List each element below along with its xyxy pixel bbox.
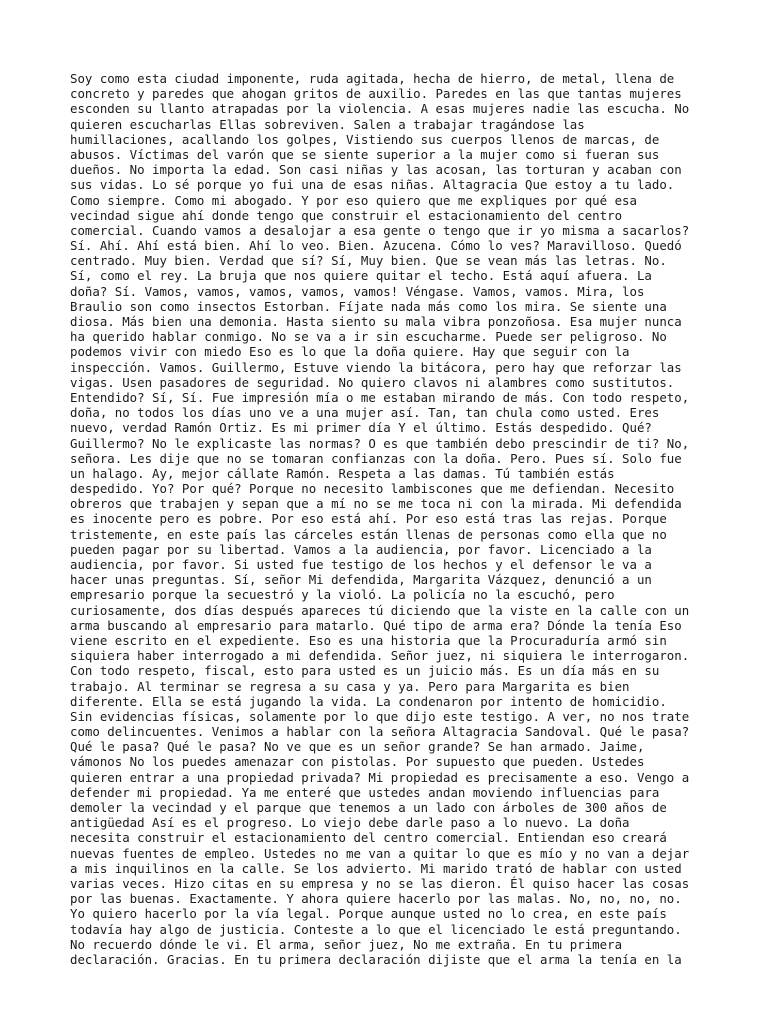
text-line: pueden pagar por su libertad. Vamos a la audiencia, por favor. Licenciado a la	[70, 541, 652, 557]
text-line: vámonos No los puedes amenazar con pistolas. Por supuesto que pueden. Ustedes	[70, 754, 645, 770]
text-line: curiosamente, dos días después apareces tú diciendo que la viste en la calle con un	[70, 602, 690, 618]
text-line: podemos vivir con miedo Eso es lo que la doña quiere. Hay que seguir con la	[70, 344, 630, 360]
text-line: antigüedad Así es el progreso. Lo viejo debe darle paso a lo nuevo. La doña	[70, 815, 630, 831]
text-line: declaración. Gracias. En tu primera declaración dijiste que el arma la tenía en la	[70, 951, 682, 967]
text-line: a mis inquilinos en la calle. Se los advierto. Mi marido trató de hablar con usted	[70, 860, 682, 876]
text-line: doña? Sí. Vamos, vamos, vamos, vamos, vamos! Véngase. Vamos, vamos. Mira, los	[70, 283, 645, 299]
body-text	[70, 71, 710, 967]
text-line: Como siempre. Como mi abogado. Y por eso quiero que me expliques por qué esa	[70, 192, 637, 208]
text-line: un halago. Ay, mejor cállate Ramón. Respeta a las damas. Tú también estás	[70, 465, 615, 481]
text-line: Sí. Ahí. Ahí está bien. Ahí lo veo. Bien. Azucena. Cómo lo ves? Maravilloso. Quedó	[70, 238, 682, 254]
text-line: varias veces. Hizo citas en su empresa y no se las dieron. Él quiso hacer las cosas	[70, 875, 690, 891]
text-line: quieren entrar a una propiedad privada? Mi propiedad es precisamente a eso. Vengo a	[70, 769, 690, 785]
text-line: Braulio son como insectos Estorban. Fíjate nada más como los mira. Se siente una	[70, 298, 667, 314]
text-line: sus vidas. Lo sé porque yo fui una de esas niñas. Altagracia Que estoy a tu lado.	[70, 177, 675, 193]
text-line: centrado. Muy bien. Verdad que sí? Sí, Muy bien. Que se vean más las letras. No.	[70, 253, 667, 269]
text-line: obreros que trabajen y sepan que a mí no se me toca ni con la mirada. Mi defendida	[70, 496, 682, 512]
text-line: despedido. Yo? Por qué? Porque no necesito lambiscones que me defiendan. Necesito	[70, 481, 675, 497]
text-line: doña, no todos los días uno ve a una mujer así. Tan, tan chula como usted. Eres	[70, 405, 660, 421]
text-line: dueños. No importa la edad. Son casi niñas y las acosan, las torturan y acaban con	[70, 162, 682, 178]
text-line: arma buscando al empresario para matarlo. Qué tipo de arma era? Dónde la tenía Eso	[70, 617, 682, 633]
text-line: esconden su llanto atrapadas por la violencia. A esas mujeres nadie las escucha. No	[70, 101, 690, 117]
text-line: diosa. Más bien una demonia. Hasta siento su mala vibra ponzoñosa. Esa mujer nunca	[70, 314, 682, 329]
text-line: hacer unas preguntas. Sí, señor Mi defendida, Margarita Vázquez, denunció a un	[70, 572, 652, 588]
text-line: todavía hay algo de justicia. Conteste a lo que el licenciado le está preguntando.	[70, 921, 682, 937]
text-line: diferente. Ella se está jugando la vida. La condenaron por intento de homicidio.	[70, 693, 667, 709]
text-line: Con todo respeto, fiscal, esto para usted es un juicio más. Es un día más en su	[70, 663, 660, 679]
text-line: Yo quiero hacerlo por la vía legal. Porque aunque usted no lo crea, en este país	[70, 906, 667, 922]
text-line: siquiera haber interrogado a mi defendida. Señor juez, ni siquiera le interrogaron.	[70, 648, 690, 664]
text-line: trabajo. Al terminar se regresa a su casa y ya. Pero para Margarita es bien	[70, 678, 630, 694]
text-line: tristemente, en este país las cárceles están llenas de personas como ella que no	[70, 526, 667, 542]
text-line: nuevo, verdad Ramón Ortiz. Es mi primer día Y el último. Estás despedido. Qué?	[70, 420, 652, 436]
text-line: como delincuentes. Venimos a hablar con la señora Altagracia Sandoval. Qué le pasa?	[70, 724, 690, 740]
text-line: Sin evidencias físicas, solamente por lo que dijo este testigo. A ver, no nos trate	[70, 708, 690, 724]
text-line: Soy como esta ciudad imponente, ruda agitada, hecha de hierro, de metal, llena de	[70, 71, 675, 86]
text-line: abusos. Víctimas del varón que se siente superior a la mujer como si fueran sus	[70, 146, 660, 162]
text-line: audiencia, por favor. Si usted fue testigo de los hechos y el defensor le va a	[70, 557, 652, 572]
text-line: por las buenas. Exactamente. Y ahora quiere hacerlo por las malas. No, no, no, no.	[70, 891, 682, 907]
text-line: empresario porque la secuestró y la violó. La policía no la escuchó, pero	[70, 587, 615, 603]
text-line: comercial. Cuando vamos a desalojar a esa gente o tengo que ir yo misma a sacarlos?	[70, 222, 690, 238]
text-line: concreto y paredes que ahogan gritos de auxilio. Paredes en las que tantas mujeres	[70, 86, 682, 102]
text-line: viene escrito en el expediente. Eso es una historia que la Procuraduría armó sin	[70, 632, 667, 648]
text-line: necesita construir el estacionamiento del centro comercial. Entiendan eso creará	[70, 830, 667, 846]
text-line: quieren escucharlas Ellas sobreviven. Salen a trabajar tragándose las	[70, 116, 585, 132]
text-line: es inocente pero es pobre. Por eso está ahí. Por eso está tras las rejas. Porque	[70, 511, 667, 527]
text-line: vigas. Usen pasadores de seguridad. No quiero clavos ni alambres como sustitutos.	[70, 374, 675, 390]
text-line: ha querido hablar conmigo. No se va a ir sin escucharme. Puede ser peligroso. No	[70, 329, 667, 345]
text-line: Guillermo? No le explicaste las normas? O es que también debo prescindir de ti? No,	[70, 435, 690, 451]
text-line: humillaciones, acallando los golpes, Vistiendo sus cuerpos llenos de marcas, de	[70, 131, 660, 147]
text-line: No recuerdo dónde le vi. El arma, señor juez, No me extraña. En tu primera	[70, 936, 623, 952]
text-line: señora. Les dije que no se tomaran confianzas con la doña. Pero. Pues sí. Solo fue	[70, 450, 682, 466]
text-line: vecindad sigue ahí donde tengo que construir el estacionamiento del centro	[70, 207, 623, 223]
text-line: defender mi propiedad. Ya me enteré que ustedes andan moviendo influencias para	[70, 784, 660, 800]
text-line: Entendido? Sí, Sí. Fue impresión mía o me estaban mirando de más. Con todo respeto,	[70, 389, 690, 405]
text-line: inspección. Vamos. Guillermo, Estuve viendo la bitácora, pero hay que reforzar las	[70, 359, 682, 375]
text-line: demoler la vecindad y el parque que tenemos a un lado con árboles de 300 años de	[70, 800, 667, 815]
text-line: Sí, como el rey. La bruja que nos quiere quitar el techo. Está aquí afuera. La	[70, 268, 652, 284]
text-line: nuevas fuentes de empleo. Ustedes no me van a quitar lo que es mío y no van a dejar	[70, 845, 690, 861]
text-line: Qué le pasa? Qué le pasa? No ve que es un señor grande? Se han armado. Jaime,	[70, 739, 645, 755]
